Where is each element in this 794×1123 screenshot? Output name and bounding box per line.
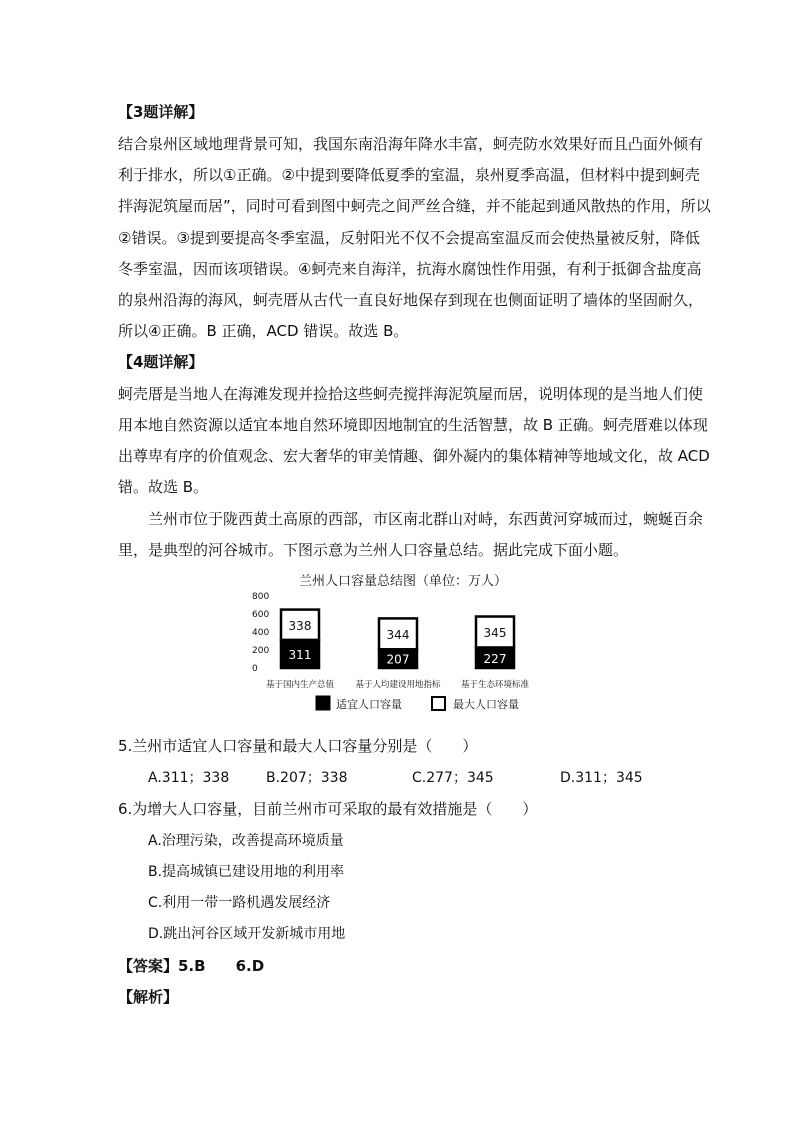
- y-tick-label: 0: [252, 664, 258, 674]
- chart-title: 兰州人口容量总结图（单位：万人）: [298, 574, 508, 589]
- x-category-label: 基于人均建设用地指标: [355, 680, 441, 690]
- q4-line-1: 蚵壳厝是当地人在海滩发现并捡拾这些蚵壳搅拌海泥筑屋而居，说明体现的是当地人们使: [118, 385, 704, 403]
- intro-line-2: 里，是典型的河谷城市。下图示意为兰州人口容量总结。据此完成下面小题。: [118, 541, 629, 559]
- y-tick-label: 200: [252, 646, 270, 656]
- q5-option-c[interactable]: C.277；345: [412, 770, 494, 786]
- q6-option-d[interactable]: D.跳出河谷区域开发新城市用地: [148, 926, 346, 942]
- y-tick-label: 600: [252, 610, 270, 620]
- q6-option-c[interactable]: C.利用一带一路机遇发展经济: [148, 895, 331, 911]
- data-label-suitable: 311: [288, 648, 312, 663]
- q4-header: 【4题详解】: [118, 353, 204, 371]
- q6-option-b[interactable]: B.提高城镇已建设用地的利用率: [148, 864, 345, 880]
- q3-header: 【3题详解】: [118, 103, 204, 121]
- answer-line: 【答案】5.B 6.D: [118, 957, 265, 975]
- q3-line-5: 冬季室温，因而该项错误。④蚵壳来自海洋，抗海水腐蚀性作用强，有利于抵御含盐度高: [118, 260, 702, 278]
- q5-option-a[interactable]: A.311；338: [148, 770, 230, 786]
- y-tick-label: 400: [252, 628, 270, 638]
- q4-line-4: 错。故选 B。: [118, 478, 209, 496]
- data-label-max: 345: [483, 626, 507, 641]
- q6-option-a[interactable]: A.治理污染，改善提高环境质量: [148, 833, 344, 849]
- data-label-max: 338: [288, 618, 312, 633]
- legend-swatch-max: [432, 697, 445, 710]
- q4-line-3: 出尊卑有序的价值观念、宏大奢华的审美情趣、御外凝内的集体精神等地域文化，故 ACD: [118, 447, 710, 465]
- q3-line-2: 利于排水，所以①正确。②中提到要降低夏季的室温，泉州夏季高温，但材料中提到蚵壳: [118, 166, 700, 184]
- legend-swatch-suitable: [316, 696, 330, 710]
- data-label-suitable: 227: [483, 651, 507, 666]
- q6-stem: 6.为增大人口容量，目前兰州市可采取的最有效措施是（ ）: [118, 800, 538, 818]
- population-capacity-chart: [248, 572, 558, 722]
- q3-line-1: 结合泉州区域地理背景可知，我国东南沿海年降水丰富，蚵壳防水效果好而且凸面外倾有: [118, 135, 704, 153]
- data-label-max: 344: [386, 627, 410, 642]
- intro-line-1: 兰州市位于陇西黄土高原的西部，市区南北群山对峙，东西黄河穿城而过，蜿蜒百余: [148, 510, 704, 528]
- y-tick-label: 800: [252, 592, 270, 602]
- x-category-label: 基于生态环境标准: [460, 680, 530, 690]
- x-category-label: 基于国内生产总值: [265, 680, 335, 690]
- legend-label-max: 最大人口容量: [453, 698, 519, 711]
- q3-line-4: ②错误。③提到要提高冬季室温，反射阳光不仅不会提高室温反而会使热量被反射，降低: [118, 229, 700, 247]
- q3-line-6: 的泉州沿海的海风，蚵壳厝从古代一直良好地保存到现在也侧面证明了墙体的坚固耐久，: [118, 291, 704, 309]
- q5-option-b[interactable]: B.207；338: [266, 770, 348, 786]
- q3-line-7: 所以④正确。B 正确，ACD 错误。故选 B。: [118, 322, 409, 340]
- legend-label-suitable: 适宜人口容量: [336, 698, 402, 711]
- analysis-header: 【解析】: [118, 988, 179, 1006]
- q4-line-2: 用本地自然资源以适宜本地自然环境即因地制宜的生活智慧，故 B 正确。蚵壳厝难以体现: [118, 416, 708, 434]
- data-label-suitable: 207: [386, 652, 410, 667]
- q5-option-d[interactable]: D.311；345: [560, 770, 643, 786]
- q5-stem: 5.兰州市适宜人口容量和最大人口容量分别是（ ）: [118, 737, 478, 755]
- q3-line-3: 拌海泥筑屋而居”，同时可看到图中蚵壳之间严丝合缝，并不能起到通风散热的作用，所以: [118, 197, 711, 215]
